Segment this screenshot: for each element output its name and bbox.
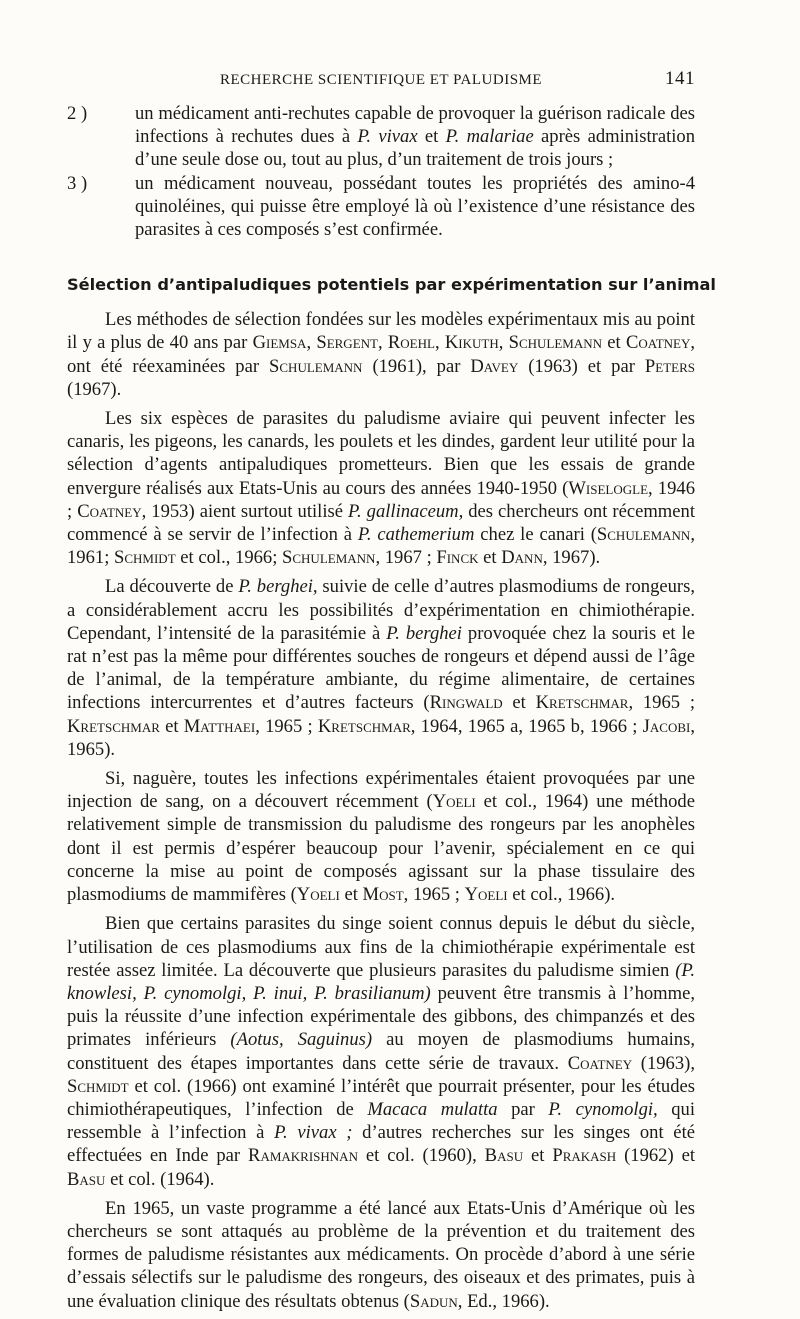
body-paragraph: Les méthodes de sélection fondées sur les modèles expérimentaux mis au point il y a plus de 40 ans par Giemsa, Sergent, Roehl, Kikuth, Schulemann et Coatney, ont été réexaminées par Schulemann (1961), par Davey (1963) et par Peters (1967). [67,309,696,400]
list-item-number: 2 ) [67,103,88,124]
body-paragraph: Les six espèces de parasites du paludisme aviaire qui peuvent infecter les canaris, les pigeons, les canards, les poulets et les dindes, gardent leur utilité pour la sélection d’agents antipaludiques prometteurs. Bien que les essais de grande envergure réalisés aux Etats-Unis au cours des années 1940-1950 (Wiselogle, 1946 ; Coatney, 1953) aient surtout utilisé P. gallinaceum, des chercheurs ont récemment commencé à se servir de l’infection à P. cathemerium chez le canari (Schulemann, 1961; Schmidt et col., 1966; Schulemann, 1967 ; Finck et Dann, 1967). [67,408,695,569]
running-title: RECHERCHE SCIENTIFIQUE ET PALUDISME [219,72,543,88]
body-paragraph: En 1965, un vaste programme a été lancé aux Etats-Unis d’Amérique où les chercheurs se sont attaqués au problème de la prévention et du traitement des formes de paludisme résistantes aux médicaments. On procède d’abord à une série d’essais sélectifs sur le paludisme des rongeurs, des oiseaux et des primates, puis à une évaluation clinique des résultats obtenus (Sadun, Ed., 1966). [67,1197,695,1312]
list-item [67,172,695,242]
list-item [67,102,695,172]
page [67,68,716,1319]
section-heading: Sélection d’antipaludiques potentiels par expérimentation sur l’animal [67,275,716,295]
running-header [67,68,695,96]
body-paragraph: Si, naguère, toutes les infections expérimentales étaient provoquées par une injection de sang, on a découvert récemment (Yoeli et col., 1964) une méthode relativement simple de transmission du paludisme des rongeurs par les anophèles dont il est permis d’espérer beaucoup pour l’avenir, spécialement en ce qui concerne la mise au point de composés agissant sur la phase tissulaire des plasmodiums de mammifères (Yoeli et Most, 1965 ; Yoeli et col., 1966). [67,768,695,906]
list-item-text: un médicament anti-rechutes capable de provoquer la guérison radicale des infections à rechutes dues à P. vivax et P. malariae après administration d’une seule dose ou, tout au plus, d’un traitement de trois jours ; [135,103,695,171]
page-number: 141 [665,68,695,89]
body-paragraph: La découverte de P. berghei, suivie de celle d’autres plasmodiums de rongeurs, a considérablement accru les possibilités d’expérimentation en chimiothérapie. Cependant, l’intensité de la parasitémie à P. berghei provoquée chez la souris et le rat n’est pas la même pour différentes souches de rongeurs et dépend aussi de l’âge de l’animal, de la température ambiante, du régime alimentaire, de certaines infections intercurrentes et d’autres facteurs (Ringwald et Kretschmar, 1965 ; Kretschmar et Matthaei, 1965 ; Kretschmar, 1964, 1965 a, 1965 b, 1966 ; Jacobi, 1965). [67,576,695,760]
list-item-text: un médicament nouveau, possédant toutes les propriétés des amino-4 quinoléines, qui puisse être employé là où l’existence d’une résistance des parasites à ces composés s’est confirmée. [135,172,695,241]
numbered-list [67,102,695,241]
body-paragraph: Bien que certains parasites du singe soient connus depuis le début du siècle, l’utilisation de ces plasmodiums aux fins de la chimiothérapie expérimentale est restée assez limitée. La découverte que plusieurs parasites du paludisme simien (P. knowlesi, P. cynomolgi, P. inui, P. brasilianum) peuvent être transmis à l’homme, puis la réussite d’une infection expérimentale des gibbons, des chimpanzés et des primates inférieurs (Aotus, Saguinus) au moyen de plasmodiums humains, constituent des étapes importantes dans cette série de travaux. Coatney (1963), Schmidt et col. (1966) ont examiné l’intérêt que pourrait présenter, pour les études chimiothérapeutiques, l’infection de Macaca mulatta par P. cynomolgi, qui ressemble à l’infection à P. vivax ; d’autres recherches sur les singes ont été effectuées en Inde par Ramakrishnan et col. (1960), Basu et Prakash (1962) et Basu et col. (1964). [67,913,695,1190]
list-item-number: 3 ) [67,172,88,194]
